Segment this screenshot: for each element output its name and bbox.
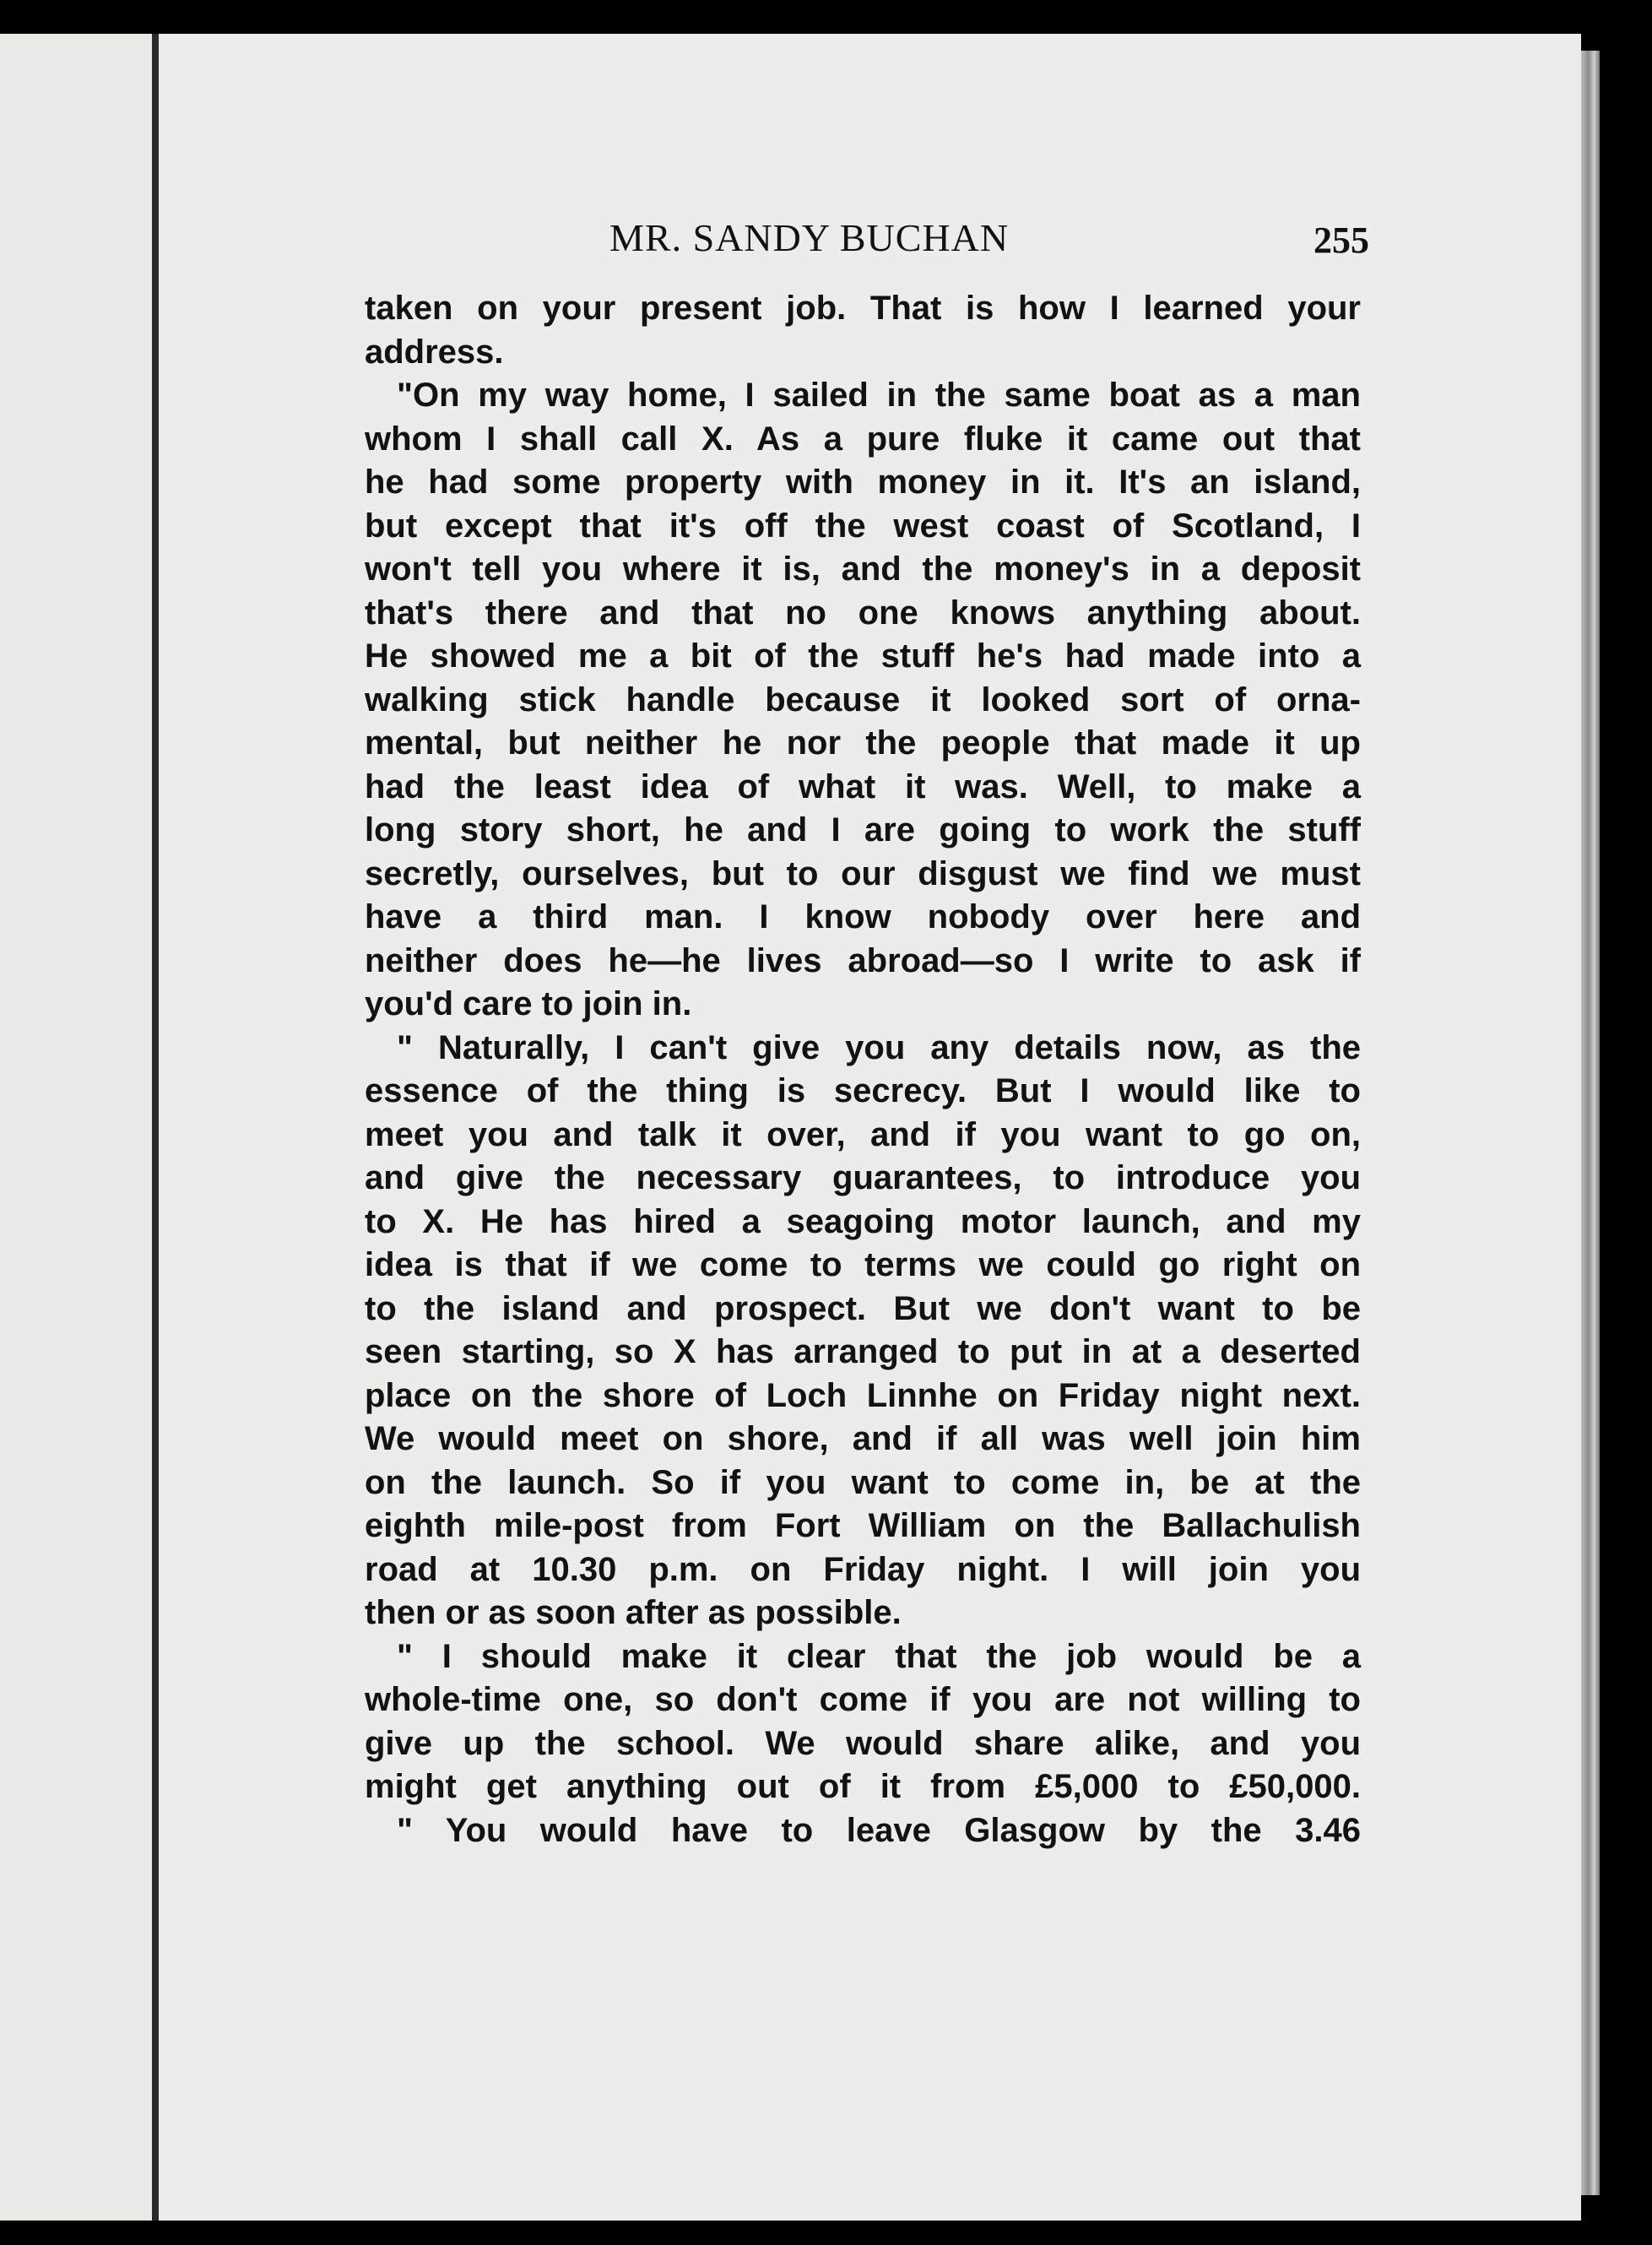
text-line: essence of the thing is secrecy. But I would like to xyxy=(365,1072,1361,1109)
text-line: taken on your present job. That is how I learned your xyxy=(365,290,1361,327)
text-line: road at 10.30 p.m. on Friday night. I will join you xyxy=(365,1550,1361,1588)
text-line: give up the school. We would share alike, and you xyxy=(365,1724,1361,1762)
text-line: place on the shore of Loch Linnhe on Friday night next. xyxy=(365,1376,1361,1414)
text-line: long story short, he and I are going to work the stuff xyxy=(365,811,1361,849)
text-line: might get anything out of it from £5,000 to £50,000. xyxy=(365,1768,1361,1805)
text-line: idea is that if we come to terms we could go right on xyxy=(365,1246,1361,1283)
text-line: to X. He has hired a seagoing motor launch, and my xyxy=(365,1202,1361,1240)
body-text xyxy=(365,287,1361,1852)
text-line: He showed me a bit of the stuff he's had made into a xyxy=(365,637,1361,675)
text-line: then or as soon after as possible. xyxy=(365,1594,902,1631)
text-line: had the least idea of what it was. Well, to make a xyxy=(365,767,1361,805)
book-gutter xyxy=(152,34,159,2221)
text-line: you'd care to join in. xyxy=(365,985,692,1022)
text-line: he had some property with money in it. It's an island, xyxy=(365,464,1361,501)
text-line: but except that it's off the west coast of Scotland, I xyxy=(365,507,1361,545)
text-line: on the launch. So if you want to come in, be at the xyxy=(365,1463,1361,1501)
running-head: MR. SANDY BUCHAN xyxy=(609,216,1010,259)
text-line: seen starting, so X has arranged to put in at a deserted xyxy=(365,1333,1361,1370)
page-number: 255 xyxy=(1313,220,1369,261)
text-line: address. xyxy=(365,333,504,371)
text-line: to the island and prospect. But we don't want to be xyxy=(365,1289,1361,1327)
left-page-edge xyxy=(0,34,152,2221)
text-line: We would meet on shore, and if all was well join him xyxy=(365,1420,1361,1457)
page-header xyxy=(365,215,1369,274)
text-line: " Naturally, I can't give you any details now, as the xyxy=(397,1028,1361,1066)
text-line: mental, but neither he nor the people that made it up xyxy=(365,724,1361,762)
text-line: eighth mile-post from Fort William on the Ballachulish xyxy=(365,1507,1361,1544)
text-line: " I should make it clear that the job would be a xyxy=(397,1637,1361,1675)
text-line: that's there and that no one knows anything about. xyxy=(365,594,1361,632)
text-line: won't tell you where it is, and the money's in a deposit xyxy=(365,550,1361,588)
text-line: whom I shall call X. As a pure fluke it came out that xyxy=(365,420,1361,458)
text-line: whole-time one, so don't come if you are not willing to xyxy=(365,1681,1361,1718)
text-line: "On my way home, I sailed in the same boat as a man xyxy=(397,377,1361,414)
text-line: neither does he—he lives abroad—so I write to ask if xyxy=(365,941,1361,979)
text-line: meet you and talk it over, and if you want to go on, xyxy=(365,1115,1361,1153)
page-stack-edge xyxy=(1581,51,1600,2195)
text-line: have a third man. I know nobody over here and xyxy=(365,898,1361,935)
text-line: " You would have to leave Glasgow by the 3.46 xyxy=(397,1811,1361,1849)
text-line: and give the necessary guarantees, to introduce you xyxy=(365,1159,1361,1196)
text-line: walking stick handle because it looked sort of orna- xyxy=(365,681,1361,719)
text-line: secretly, ourselves, but to our disgust we find we must xyxy=(365,854,1361,892)
